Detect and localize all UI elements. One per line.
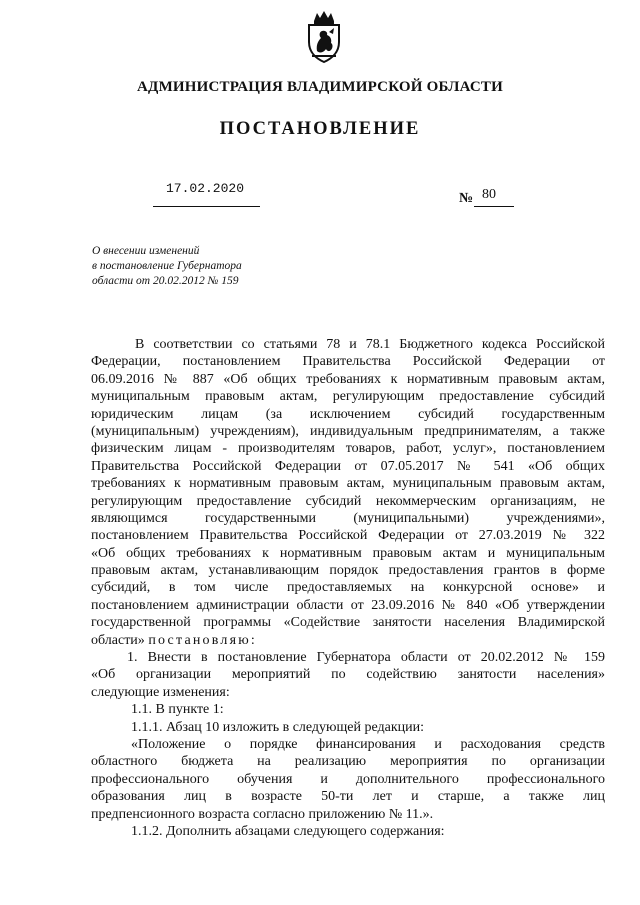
body-line: предпенсионного возраста согласно приложению № 11.». — [91, 806, 434, 822]
body-line: физическим лицам - производителям товаров, работ, услуг», постановлением — [91, 441, 605, 457]
body-line: 06.09.2016 № 887 «Об общих требованиях к нормативным правовым актам, — [91, 371, 605, 387]
subject-line: в постановление Губернатора — [92, 260, 242, 272]
body-line-text: области» — [91, 632, 145, 648]
body-line: следующие изменения: — [91, 684, 230, 700]
coat-of-arms-icon — [303, 10, 345, 64]
body-line: 1.1.1. Абзац 10 изложить в следующей редакции: — [131, 719, 425, 735]
body-line: профессионального обучения и дополнительного профессионального — [91, 771, 605, 787]
body-line: являющимся государственными (муниципальными) учреждениями», — [91, 510, 605, 526]
subject-line: области от 20.02.2012 № 159 — [92, 275, 239, 287]
body-line: государственной программы «Содействие занятости населения Владимирской — [91, 615, 605, 631]
body-line: муниципальным правовым актам, регулирующим предоставление субсидий — [91, 389, 605, 405]
document-subject — [92, 244, 242, 289]
number-underline — [474, 206, 514, 207]
organization-title: АДМИНИСТРАЦИЯ ВЛАДИМИРСКОЙ ОБЛАСТИ — [137, 79, 503, 95]
body-line — [91, 632, 605, 649]
document-type: ПОСТАНОВЛЕНИЕ — [219, 119, 421, 139]
body-line: 1. Внести в постановление Губернатора области от 20.02.2012 № 159 — [127, 650, 605, 666]
body-line: требованиях к нормативным правовым актам, муниципальным правовым актам, — [91, 476, 605, 492]
document-number: 80 — [482, 187, 496, 202]
document-body — [91, 336, 605, 840]
body-line: правовым актам, устанавливающим порядок предоставления грантов в форме — [91, 563, 605, 579]
number-sign: № — [459, 191, 474, 206]
body-line: (муниципальным) учреждениям), индивидуальным предпринимателям, а также — [91, 423, 605, 439]
body-line: регулирующим предоставление субсидий некоммерческим организациям, не — [91, 493, 605, 509]
body-line: постановлением Правительства Российской Федерации от 27.03.2019 № 322 — [91, 528, 605, 544]
date-underline — [153, 206, 260, 207]
body-line: юридическим лицам (за исключением субсидий государственным — [91, 406, 605, 422]
decree-word: постановляю: — [148, 632, 257, 648]
body-line: постановлением администрации области от 23.09.2016 № 840 «Об утверждении — [91, 597, 605, 613]
body-line: образования лиц в возрасте 50-ти лет и старше, а также лиц — [91, 789, 605, 805]
body-line: субсидий, в том числе предоставляемых на конкурсной основе» и — [91, 580, 605, 596]
body-line: «Об общих требованиях к нормативным правовым актам и муниципальным — [91, 545, 605, 561]
body-line: 1.1. В пункте 1: — [131, 702, 224, 718]
body-line: «Об организации мероприятий по содействию занятости населения» — [91, 667, 605, 683]
body-line: Федерации, постановлением Правительства Российской Федерации от — [91, 354, 605, 370]
document-date: 17.02.2020 — [166, 181, 245, 196]
body-line: Правительства Российской Федерации от 07.05.2017 № 541 «Об общих — [91, 458, 605, 474]
subject-line: О внесении изменений — [92, 245, 200, 257]
body-line: «Положение о порядке финансирования и расходования средств — [131, 736, 605, 752]
body-line: областного бюджета на реализацию мероприятия по организации — [91, 754, 605, 770]
body-line: 1.1.2. Дополнить абзацами следующего содержания: — [131, 823, 445, 839]
body-line: В соответствии со статьями 78 и 78.1 Бюджетного кодекса Российской — [135, 337, 605, 352]
